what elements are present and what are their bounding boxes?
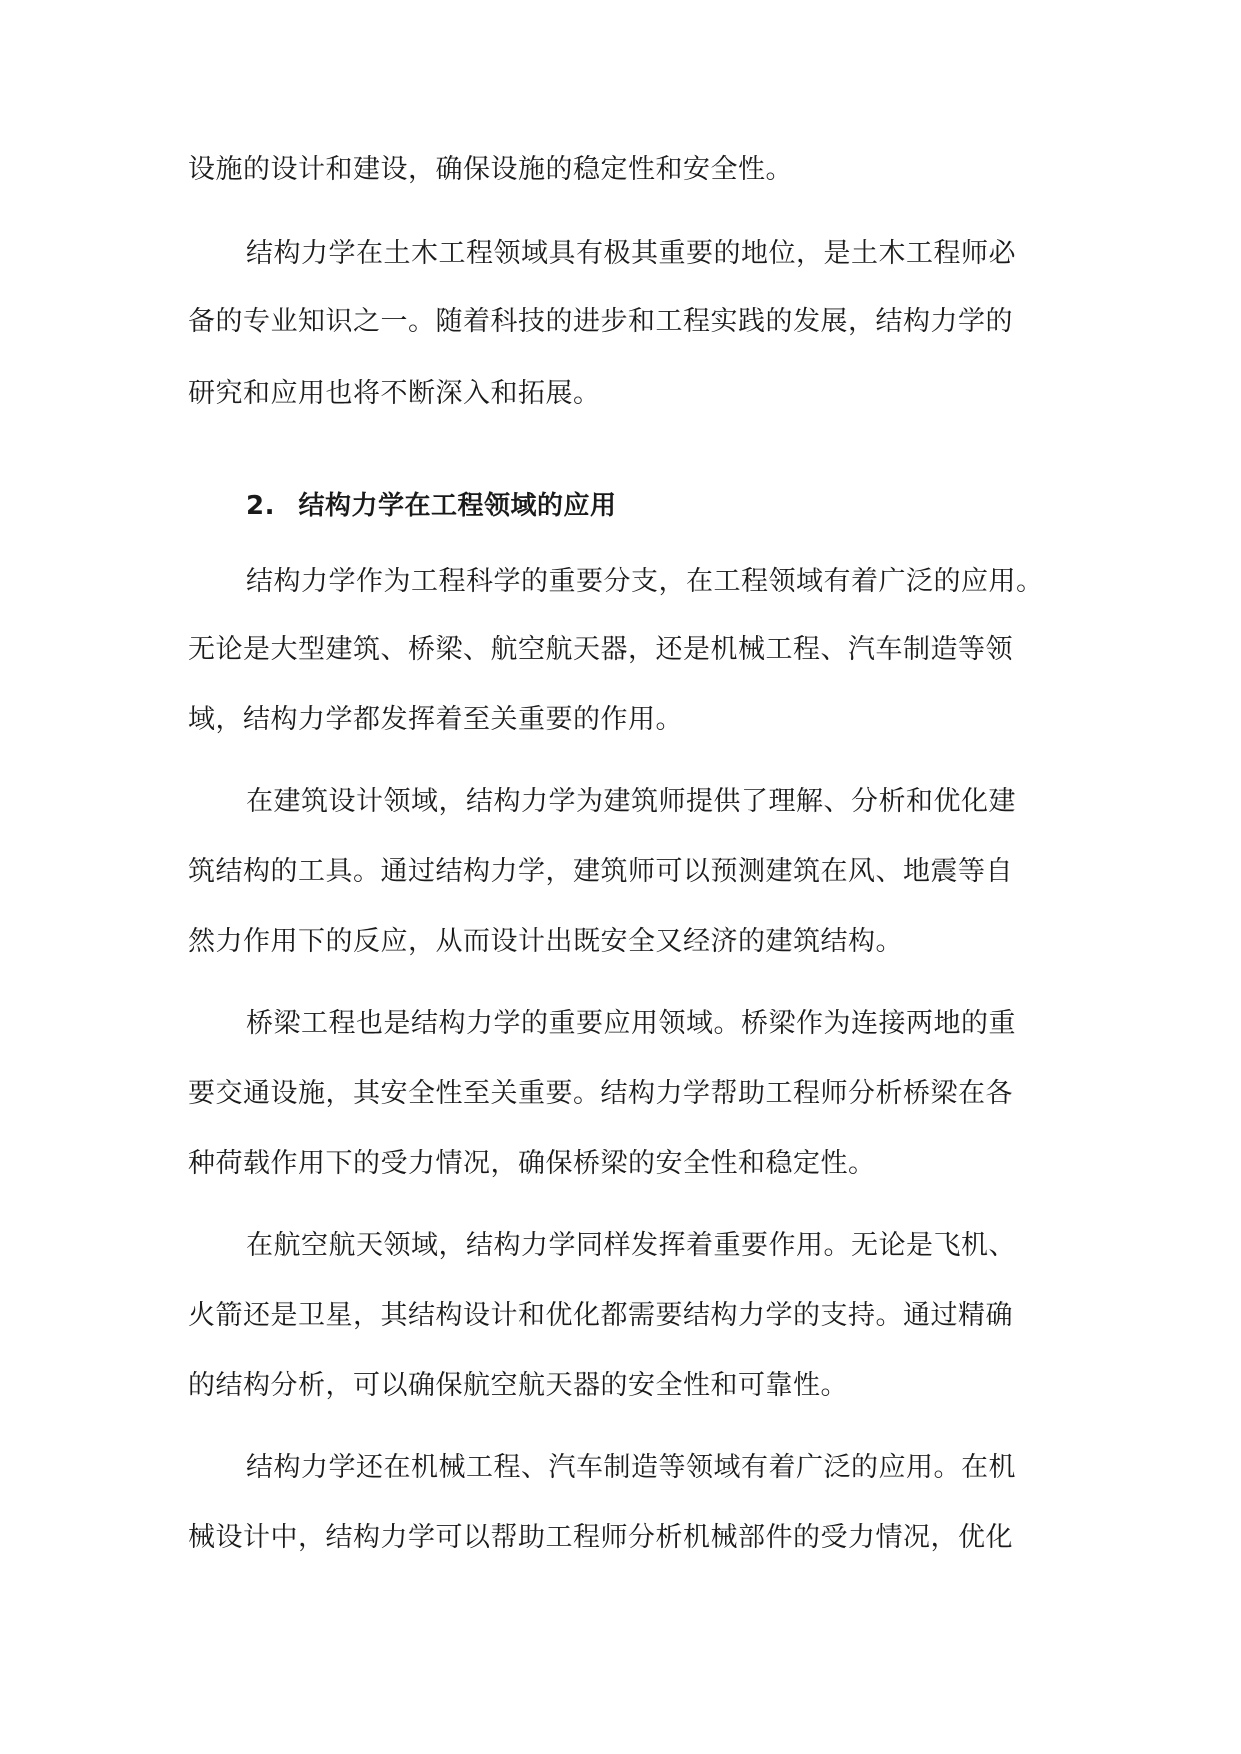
paragraph-line: 然力作用下的反应，从而设计出既安全又经济的建筑结构。 [188, 926, 903, 957]
paragraph-line: 在航空航天领域，结构力学同样发挥着重要作用。无论是飞机、 [246, 1230, 1016, 1261]
paragraph-line: 的结构分析，可以确保航空航天器的安全性和可靠性。 [188, 1370, 848, 1401]
paragraph-line: 结构力学作为工程科学的重要分支，在工程领域有着广泛的应用。 [246, 566, 1044, 597]
paragraph-line: 种荷载作用下的受力情况，确保桥梁的安全性和稳定性。 [188, 1148, 876, 1179]
paragraph-line: 结构力学还在机械工程、汽车制造等领域有着广泛的应用。在机 [246, 1452, 1016, 1483]
paragraph-line: 火箭还是卫星，其结构设计和优化都需要结构力学的支持。通过精确 [188, 1300, 1013, 1331]
paragraph-line: 结构力学在土木工程领域具有极其重要的地位，是土木工程师必 [246, 238, 1016, 269]
paragraph-line: 械设计中，结构力学可以帮助工程师分析机械部件的受力情况，优化 [188, 1522, 1013, 1553]
paragraph-line: 备的专业知识之一。随着科技的进步和工程实践的发展，结构力学的 [188, 306, 1013, 337]
paragraph-line: 在建筑设计领域，结构力学为建筑师提供了理解、分析和优化建 [246, 786, 1016, 817]
paragraph-line: 设施的设计和建设，确保设施的稳定性和安全性。 [188, 154, 793, 185]
paragraph-line: 研究和应用也将不断深入和拓展。 [188, 378, 601, 409]
paragraph-line: 桥梁工程也是结构力学的重要应用领域。桥梁作为连接两地的重 [246, 1008, 1016, 1039]
section-number: 2. [246, 491, 275, 521]
section-heading [246, 488, 617, 524]
paragraph-line: 域，结构力学都发挥着至关重要的作用。 [188, 704, 683, 735]
section-title: 结构力学在工程领域的应用 [298, 491, 617, 521]
paragraph-line: 无论是大型建筑、桥梁、航空航天器，还是机械工程、汽车制造等领 [188, 634, 1013, 665]
paragraph-line: 筑结构的工具。通过结构力学，建筑师可以预测建筑在风、地震等自 [188, 856, 1013, 887]
paragraph-line: 要交通设施，其安全性至关重要。结构力学帮助工程师分析桥梁在各 [188, 1078, 1013, 1109]
